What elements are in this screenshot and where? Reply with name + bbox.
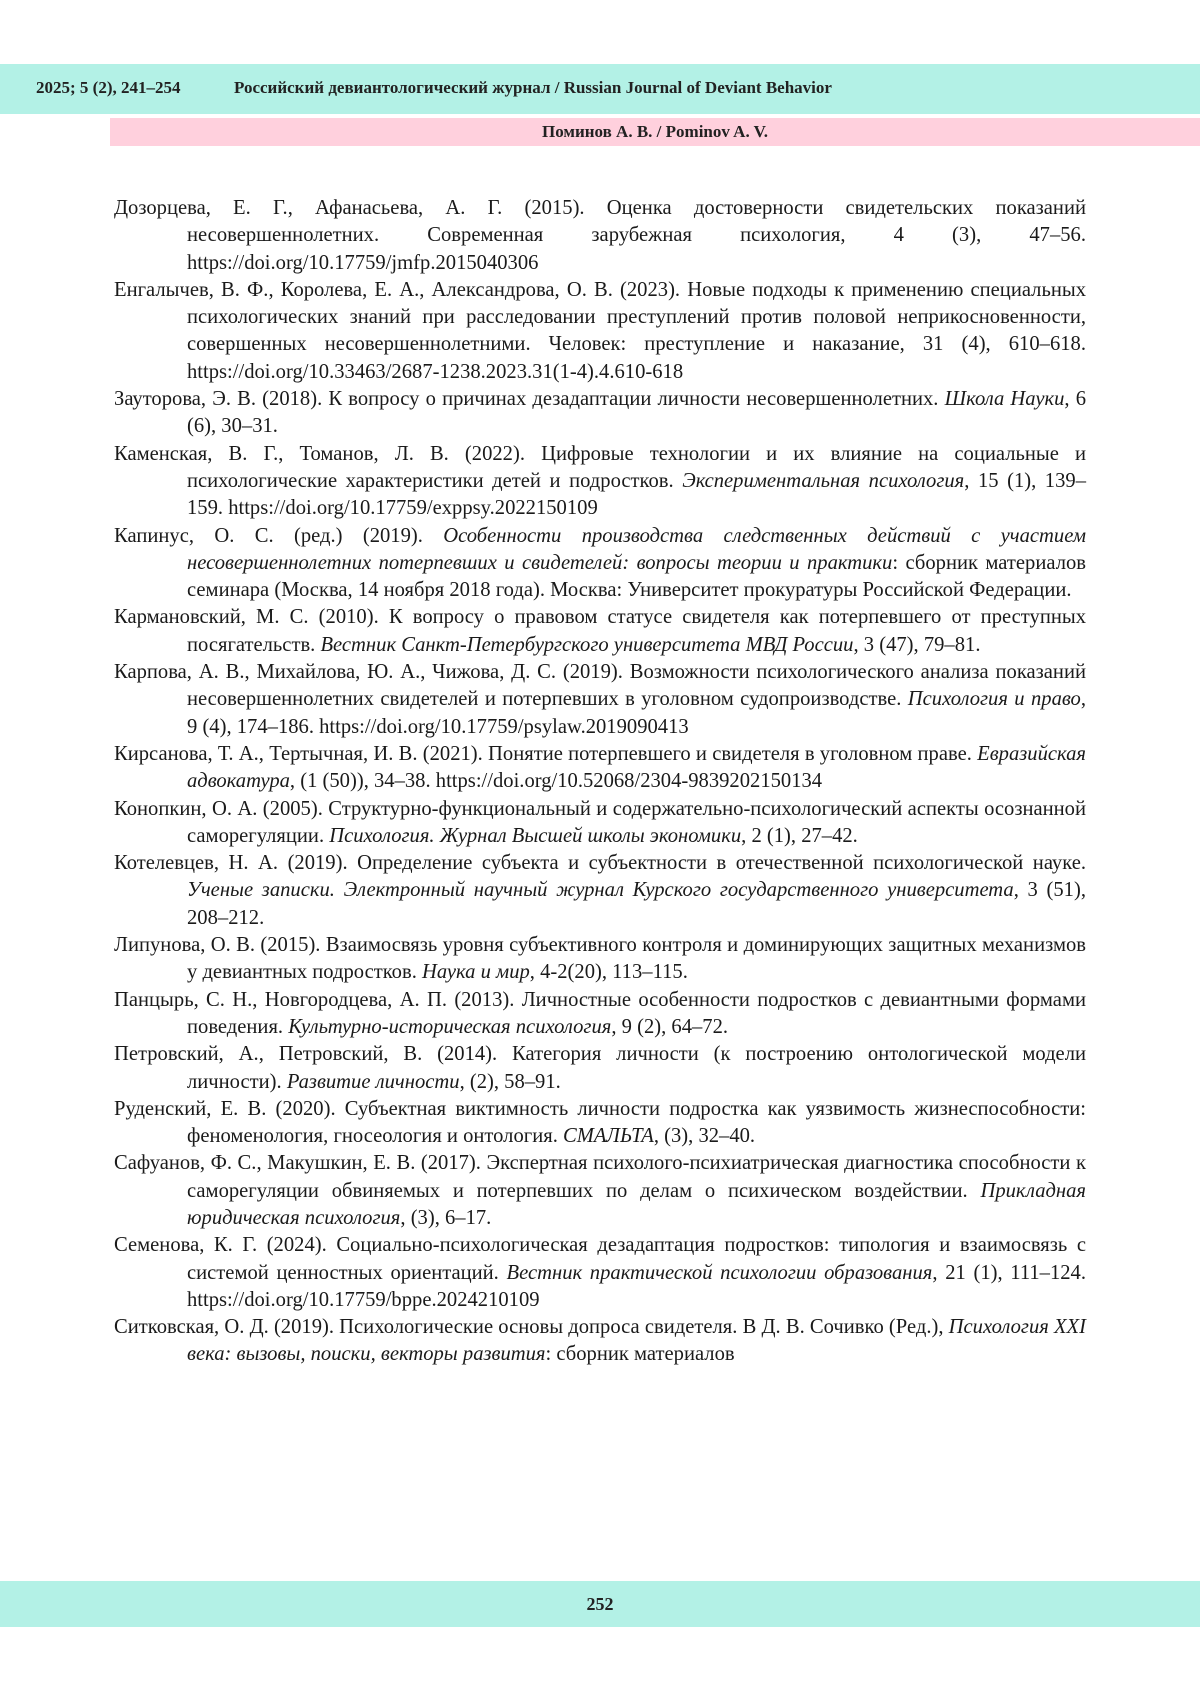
reference-details: : сборник материалов <box>545 1343 735 1366</box>
reference-entry <box>114 987 1086 1042</box>
reference-entry <box>114 1314 1086 1369</box>
reference-entry <box>114 741 1086 796</box>
reference-details: , 9 (2), 64–72. <box>611 1015 729 1038</box>
reference-source-italic: Вестник практической психологии образования <box>506 1261 933 1284</box>
reference-details: , (3), 32–40. <box>653 1125 756 1148</box>
page-number: 252 <box>586 1594 614 1614</box>
reference-source-italic: Школа Науки <box>944 388 1065 411</box>
reference-details: , 21 (1), 111–124. https://doi.org/10.17759/bppe.2024210109 <box>187 1261 1086 1311</box>
reference-text: Семенова, К. Г. (2024). Социально-психологическая дезадаптация подростков: типология и взаимосвязь с системой ценностных ориентаций. <box>114 1234 1086 1284</box>
reference-text: Котелевцев, Н. А. (2019). Определение субъекта и субъектности в отечественной психологической науке. <box>114 852 1086 875</box>
reference-source-italic: Психология XXI века: вызовы, поиски, векторы развития <box>187 1316 1086 1366</box>
footer-band <box>0 1581 1200 1627</box>
reference-text: Зауторова, Э. В. (2018). К вопросу о причинах дезадаптации личности несовершеннолетних. <box>114 388 945 411</box>
reference-details: , 6 (6), 30–31. <box>187 388 1087 438</box>
reference-text: Сафуанов, Ф. С., Макушкин, Е. В. (2017). Экспертная психолого-психиатрическая диагностика способности к саморегуляции обвиняемых и потерпевших по делам о психическом воздействии. <box>114 1152 1086 1202</box>
reference-source-italic: Наука и мир <box>422 961 530 984</box>
reference-source-italic: Экспериментальная психология <box>682 469 965 492</box>
reference-entry <box>114 195 1086 277</box>
issue-info: 2025; 5 (2), 241–254 <box>36 78 181 97</box>
reference-text: Каменская, В. Г., Томанов, Л. В. (2022). Цифровые технологии и их влияние на социальные и психологические характеристики детей и подростков. <box>114 442 1086 492</box>
reference-entry <box>114 1096 1086 1151</box>
reference-entry <box>114 441 1086 523</box>
reference-entry <box>114 604 1086 659</box>
reference-source-italic: Ученые записки. Электронный научный журнал Курского государственного университета <box>187 879 1014 902</box>
reference-text: Липунова, О. В. (2015). Взаимосвязь уровня субъективного контроля и доминирующих защитных механизмов у девиантных подростков. <box>114 934 1086 984</box>
reference-entry <box>114 1232 1086 1314</box>
reference-text: Капинус, О. С. (ред.) (2019). <box>114 524 444 547</box>
reference-details: , 3 (51), 208–212. <box>187 879 1086 929</box>
reference-source-italic: Прикладная юридическая психология <box>187 1179 1086 1229</box>
author-band <box>110 118 1200 146</box>
journal-title: Российский девиантологический журнал / Russian Journal of Deviant Behavior <box>234 78 832 97</box>
reference-entry <box>114 796 1086 851</box>
reference-text: Ситковская, О. Д. (2019). Психологические основы допроса свидетеля. В Д. В. Сочивко (Ред.), <box>114 1316 949 1339</box>
reference-source-italic: Вестник Санкт-Петербургского университета МВД России <box>320 633 854 656</box>
reference-entry <box>114 1150 1086 1232</box>
reference-details: , 3 (47), 79–81. <box>853 633 981 656</box>
reference-entry <box>114 659 1086 741</box>
reference-text: Енгалычев, В. Ф., Королева, Е. А., Александрова, О. В. (2023). Новые подходы к применению специальных психологических знаний при расследовании преступлений против половой неприкосновенности, совершенных несовершеннолетними. Человек: преступление и наказание, 31 (4), 610–618. https://doi.org/10.33463/2687-1238.2023.31(1-4).4.610-618 <box>114 278 1086 383</box>
reference-details: , (1 (50)), 34–38. https://doi.org/10.52068/2304-9839202150134 <box>289 770 823 793</box>
reference-text: Руденский, Е. В. (2020). Субъектная виктимность личности подростка как уязвимость жизнеспособности: феноменология, гносеология и онтология. <box>114 1097 1086 1148</box>
reference-entry <box>114 932 1086 987</box>
reference-details: , (3), 6–17. <box>400 1206 492 1229</box>
reference-source-italic: Психология и право <box>907 688 1081 711</box>
reference-source-italic: СМАЛЬТА <box>563 1125 654 1148</box>
reference-source-italic: Евразийская адвокатура <box>187 742 1086 793</box>
reference-entry <box>114 386 1086 441</box>
reference-text: Кармановский, М. С. (2010). К вопросу о правовом статусе свидетеля как потерпевшего от преступных посягательств. <box>114 606 1086 656</box>
reference-text: Дозорцева, Е. Г., Афанасьева, А. Г. (2015). Оценка достоверности свидетельских показаний несовершеннолетних. Современная зарубежная психология, 4 (3), 47–56. https://doi.org/10.17759/jmfp.2015040306 <box>114 197 1086 274</box>
reference-text: Панцырь, С. Н., Новгородцева, А. П. (2013). Личностные особенности подростков с девиантными формами поведения. <box>114 988 1086 1038</box>
reference-source-italic: Развитие личности <box>286 1070 460 1093</box>
reference-entry <box>114 1041 1086 1096</box>
reference-details: , (2), 58–91. <box>459 1070 561 1093</box>
reference-entry <box>114 523 1086 605</box>
reference-text: Кирсанова, Т. А., Тертычная, И. В. (2021). Понятие потерпевшего и свидетеля в уголовном праве. <box>114 742 978 765</box>
reference-entry <box>114 277 1086 386</box>
reference-details: , 15 (1), 139–159. https://doi.org/10.17759/exppsy.2022150109 <box>187 469 1086 520</box>
reference-source-italic: Особенности производства следственных действий с участием несовершеннолетних потерпевших и свидетелей: вопросы теории и практики <box>187 524 1086 574</box>
reference-text: Конопкин, О. А. (2005). Структурно-функциональный и содержательно-психологический аспекты осознанной саморегуляции. <box>114 797 1086 847</box>
reference-text: Петровский, А., Петровский, В. (2014). Категория личности (к построению онтологической модели личности). <box>114 1043 1086 1093</box>
reference-text: Карпова, А. В., Михайлова, Ю. А., Чижова, Д. С. (2019). Возможности психологического анализа показаний несовершеннолетних свидетелей и потерпевших в уголовном судопроизводстве. <box>114 661 1086 711</box>
reference-details: , 2 (1), 27–42. <box>741 824 858 847</box>
reference-source-italic: Психология. Журнал Высшей школы экономики <box>329 824 742 847</box>
reference-entry <box>114 850 1086 932</box>
reference-details: , 4-2(20), 113–115. <box>529 961 688 984</box>
running-authors: Поминов А. В. / Pominov A. V. <box>541 122 768 141</box>
reference-details: : сборник материалов семинара (Москва, 14 ноября 2018 года). Москва: Университет прокуратуры Российской Федерации. <box>187 551 1086 602</box>
reference-list <box>114 195 1086 1369</box>
reference-source-italic: Культурно-историческая психология <box>288 1015 612 1038</box>
reference-details: , 9 (4), 174–186. https://doi.org/10.17759/psylaw.2019090413 <box>187 688 1086 738</box>
